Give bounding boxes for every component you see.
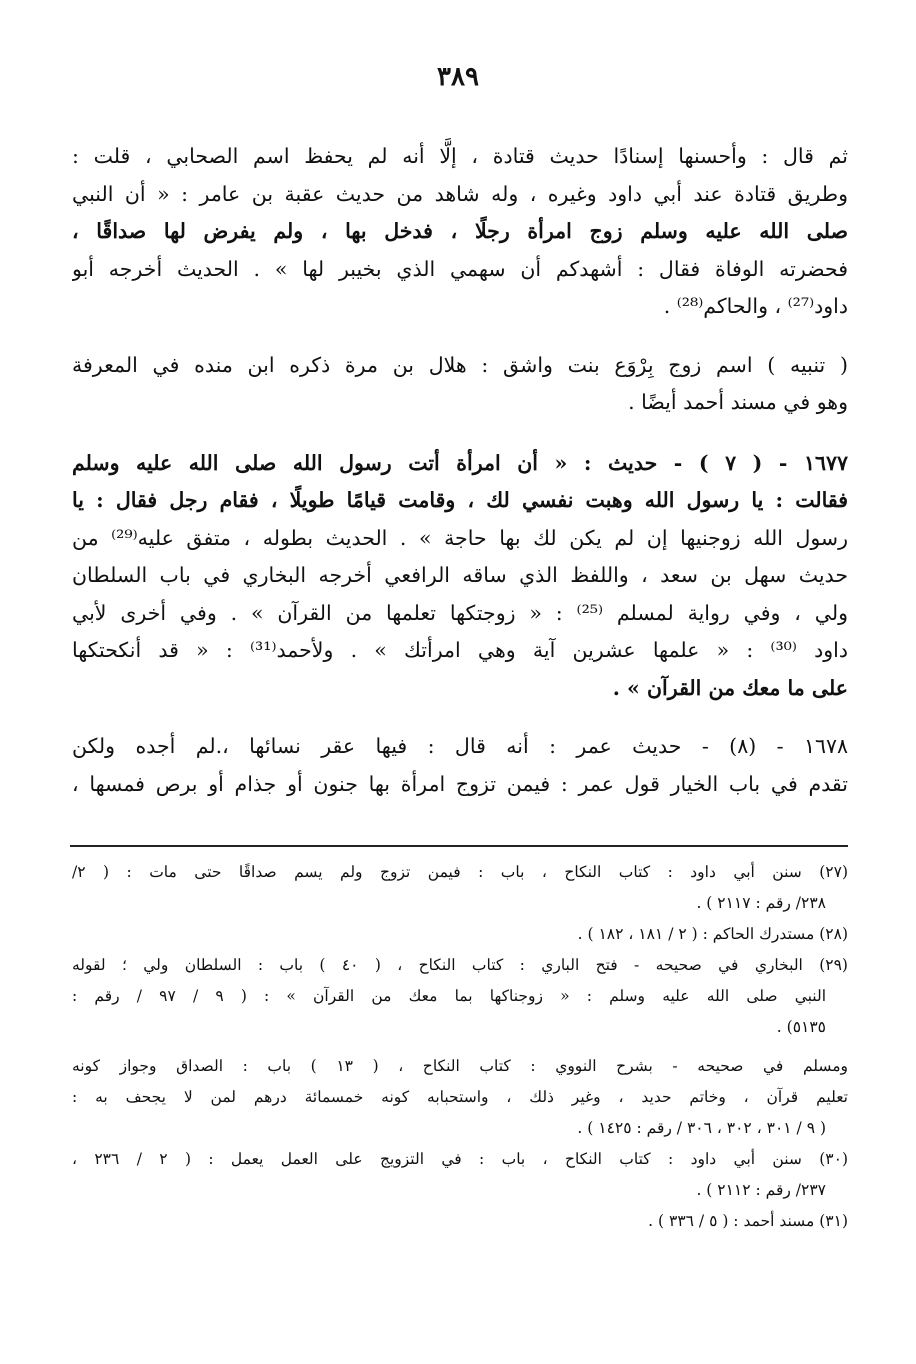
text-line: ولي ، وفي رواية لمسلم ⁽²⁵⁾ : « زوجتكها تعلمها من القرآن » . وفي أخرى لأبي [72,600,848,625]
text-line: وطريق قتادة عند أبي داود وغيره ، وله شاهد من حديث عقبة بن عامر : « أن النبي [72,181,848,206]
main-text [72,138,848,803]
text-line: على ما معك من القرآن » . [612,675,848,700]
text-line: ثم قال : وأحسنها إسنادًا حديث قتادة ، إلَّا أنه لم يحفظ اسم الصحابي ، قلت : [72,144,848,168]
footnote-line: ٥١٣٥) . [776,1018,826,1036]
paragraph-4 [72,728,848,803]
hadith-heading-line: ١٦٧٧ - ( ٧ ) - حديث : « أن امرأة أتت رسول الله صلى الله عليه وسلم [72,450,848,475]
footnote-line: ٢٣٨/ رقم : ٢١١٧ ) . [696,894,826,912]
footnote-line: ( ٩ / ٣٠١ ، ٣٠٢ ، ٣٠٦ / رقم : ١٤٢٥ ) . [577,1119,826,1137]
footnote-divider [70,845,848,847]
paragraph-3 [72,445,848,708]
footnote-line: النبي صلى الله عليه وسلم : « زوجناكها بما معك من القرآن » : ( ٩ / ٩٧ / رقم : [72,987,827,1005]
text-line: فقالت : يا رسول الله وهبت نفسي لك ، وقامت قيامًا طويلًا ، فقام رجل فقال : يا [72,488,848,512]
text-line: داود⁽²⁷⁾ ، والحاكم⁽²⁸⁾ . [663,294,848,318]
text-line: رسول الله زوجنيها إن لم يكن لك بها حاجة » . الحديث بطوله ، متفق عليه⁽²⁹⁾ من [72,525,848,550]
footnote-line: ٢٣٧/ رقم : ٢١١٢ ) . [696,1181,826,1199]
text-line: صلى الله عليه وسلم زوج امرأة رجلًا ، فدخل بها ، ولم يفرض لها صداقًا ، [72,219,848,243]
text-line: تقدم في باب الخيار قول عمر : فيمن تزوج امرأة بها جنون أو جذام أو برص فمسها ، [72,771,848,796]
footnotes [72,857,848,1237]
paragraph-2 [72,347,848,422]
footnote-line: تعليم قرآن ، وخاتم حديد ، وغير ذلك ، واستحبابه كونه خمسمائة درهم لمن لا يجحف به : [72,1088,848,1106]
text-line: حديث سهل بن سعد ، واللفظ الذي ساقه الرافعي أخرجه البخاري في باب السلطان [72,563,848,587]
paragraph-1 [72,138,848,326]
page-number: ٣٨٩ [437,62,479,92]
hadith-heading-line: ١٦٧٨ - (٨) - حديث عمر : أنه قال : فيها عقر نسائها ،.لم أجده ولكن [72,734,848,758]
footnote-line: (٢٩) البخاري في صحيحه - فتح الباري : كتاب النكاح ، ( ٤٠ ) باب : السلطان ولي ؛ لقوله [72,956,848,974]
text-line: ( تنبيه ) اسم زوج بِرْوَع بنت واشق : هلال بن مرة ذكره ابن منده في المعرفة [72,352,848,377]
footnote-line: (٣١) مسند أحمد : ( ٥ / ٣٣٦ ) . [648,1212,848,1230]
footnote-line: (٢٨) مستدرك الحاكم : ( ٢ / ١٨١ ، ١٨٢ ) . [577,925,848,943]
footnote-line: (٣٠) سنن أبي داود : كتاب النكاح ، باب : في التزويج على العمل يعمل : ( ٢ / ٢٣٦ ، [72,1150,848,1168]
text-line: فحضرته الوفاة فقال : أشهدكم أن سهمي الذي بخيبر لها » . الحديث أخرجه أبو [72,256,848,281]
text-line: داود ⁽³⁰⁾ : « علمها عشرين آية وهي امرأتك » . ولأحمد⁽³¹⁾ : « قد أنكحتكها [72,638,848,662]
text-line: وهو في مسند أحمد أيضًا . [628,390,848,414]
footnote-line: (٢٧) سنن أبي داود : كتاب النكاح ، باب : فيمن تزوج ولم يسم صداقًا حتى مات : ( ٢/ [72,863,848,881]
footnote-line: ومسلم في صحيحه - بشرح النووي : كتاب النكاح ، ( ١٣ ) باب : الصداق وجواز كونه [72,1057,848,1075]
